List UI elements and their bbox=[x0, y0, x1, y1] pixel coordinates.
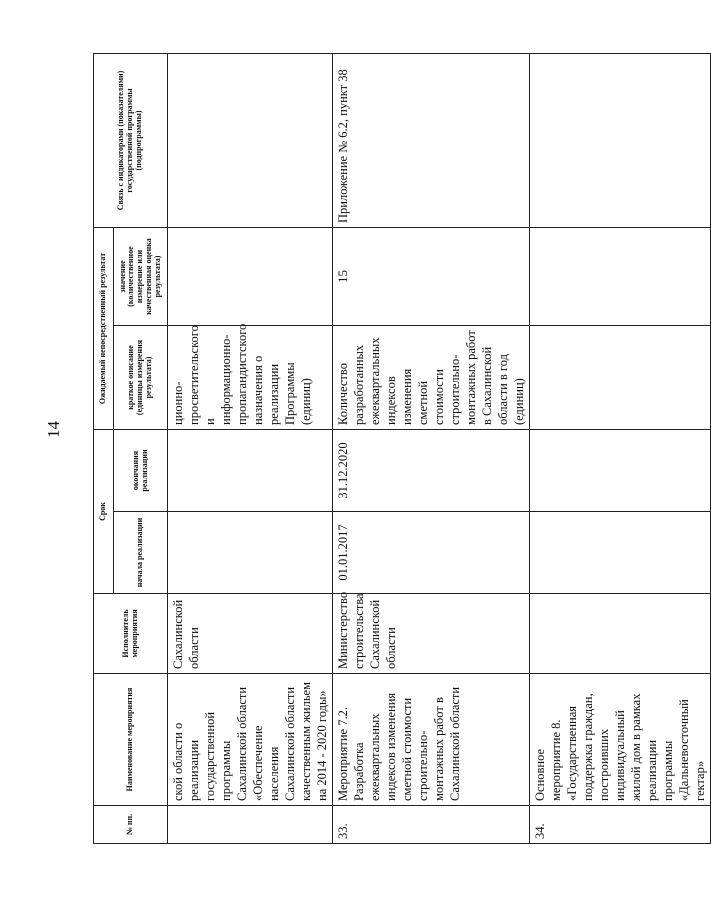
cell-value: 15 bbox=[333, 228, 530, 326]
cell-end bbox=[530, 430, 711, 512]
header-executor: Исполнитель мероприятия bbox=[94, 594, 168, 674]
header-expected-desc: краткое описание (единицы измерения результата) bbox=[114, 326, 168, 430]
cell-desc: Количество разработанных ежеквартальных индексов изменения сметной стоимости строительно-монтажных работ в Сахалинской области в год (единиц) bbox=[333, 326, 530, 430]
cell-value bbox=[530, 228, 711, 326]
cell-end bbox=[168, 430, 333, 512]
header-expected: Ожидаемый непосредственный результат bbox=[94, 228, 114, 430]
header-term-start: начала реализации bbox=[114, 512, 168, 594]
cell-value bbox=[168, 228, 333, 326]
cell-start: 01.01.2017 bbox=[333, 512, 530, 594]
header-expected-value: значение (количественное измерение или качественная оценка результата) bbox=[114, 228, 168, 326]
header-link: Связь с индикаторами (показателями) государственной программы (подпрограммы) bbox=[94, 54, 168, 228]
cell-link: Приложение № 6.2, пункт 38 bbox=[333, 54, 530, 228]
header-term-end: окончания реализации bbox=[114, 430, 168, 512]
cell-start bbox=[168, 512, 333, 594]
table-row bbox=[168, 54, 333, 844]
cell-name: Основное мероприятие 8. «Государственная поддержка граждан, построивших индивидуальный жилой дом в рамках реализации программы «Дальневосточный гектар» bbox=[530, 674, 711, 806]
header-row-1 bbox=[94, 54, 114, 844]
rotated-table-container bbox=[93, 54, 707, 844]
cell-name: Мероприятие 7.2. Разработка ежеквартальных индексов изменения сметной стоимости строительно-монтажных работ в Сахалинской области bbox=[333, 674, 530, 806]
header-name: Наименование мероприятия bbox=[94, 674, 168, 806]
cell-end: 31.12.2020 bbox=[333, 430, 530, 512]
cell-num: 33. bbox=[333, 806, 530, 844]
header-term: Срок bbox=[94, 430, 114, 594]
cell-desc: ционно-просветительского и информационно-пропагандистского назначения о реализации Программы (единиц) bbox=[168, 326, 333, 430]
table-row bbox=[333, 54, 530, 844]
cell-executor: Министерство строительства Сахалинской области bbox=[333, 594, 530, 674]
activities-table bbox=[93, 53, 711, 844]
cell-executor bbox=[530, 594, 711, 674]
page-number: 14 bbox=[44, 421, 63, 438]
cell-start bbox=[530, 512, 711, 594]
cell-desc bbox=[530, 326, 711, 430]
header-num: № пп. bbox=[94, 806, 168, 844]
cell-num: 34. bbox=[530, 806, 711, 844]
cell-name: ской области о реализации государственной программы Сахалинской области «Обеспечение населения Сахалинской области качественным жильем на 2014 - 2020 годы» bbox=[168, 674, 333, 806]
cell-link bbox=[530, 54, 711, 228]
cell-link bbox=[168, 54, 333, 228]
cell-executor: Сахалинской области bbox=[168, 594, 333, 674]
table-row bbox=[530, 54, 711, 844]
cell-num bbox=[168, 806, 333, 844]
